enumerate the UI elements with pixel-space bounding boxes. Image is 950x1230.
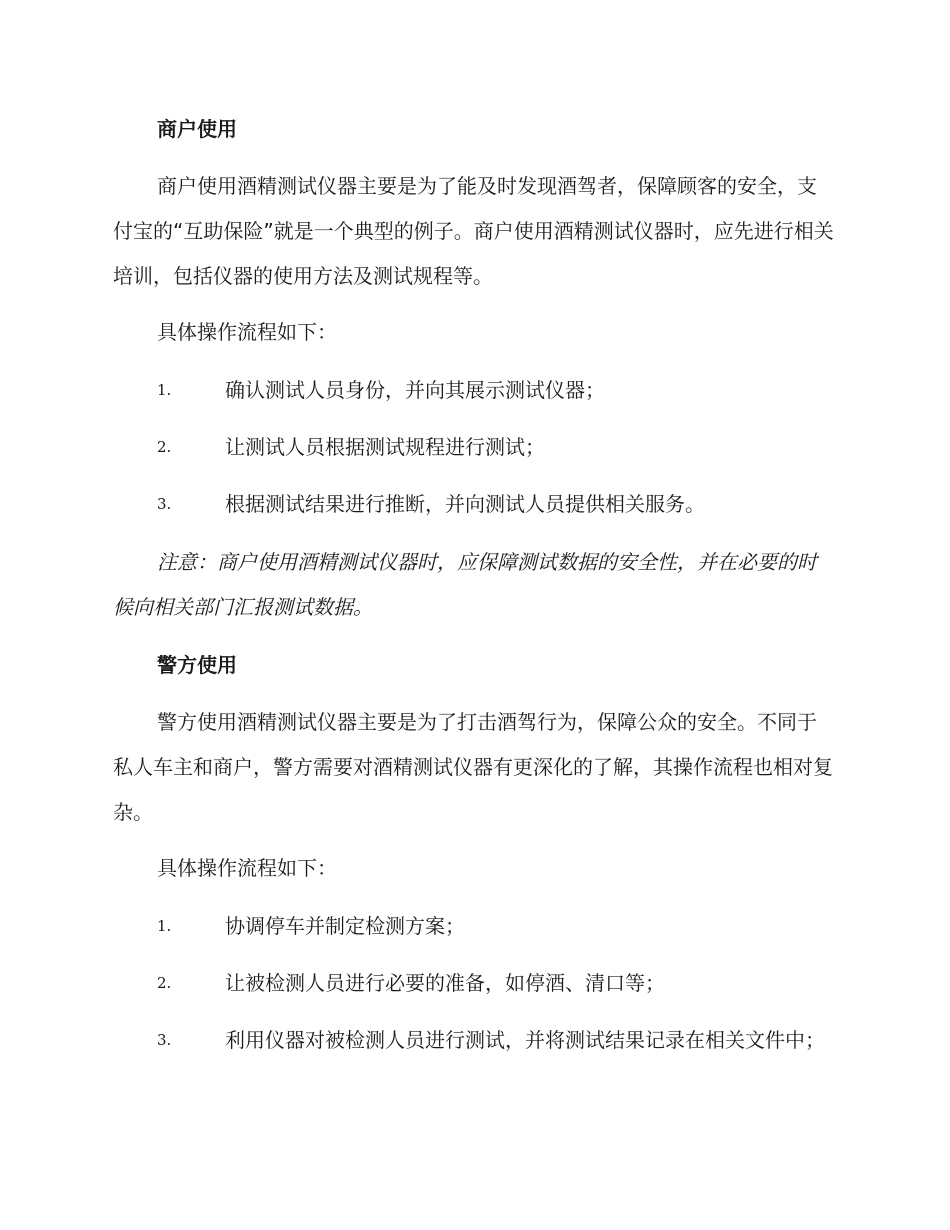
list-number: 2. — [157, 438, 172, 456]
list-text: 利用仪器对被检测人员进行测试，并将测试结果记录在相关文件中； — [225, 1028, 825, 1052]
list-item — [113, 1018, 835, 1063]
flow-intro-merchant: 具体操作流程如下： — [157, 320, 337, 344]
list-text: 根据测试结果进行推断，并向测试人员提供相关服务。 — [225, 492, 705, 516]
list-item — [113, 368, 835, 413]
list-text: 协调停车并制定检测方案； — [225, 914, 465, 938]
list-item — [113, 904, 835, 949]
list-number: 2. — [157, 974, 172, 992]
list-item — [113, 961, 835, 1006]
list-item — [113, 425, 835, 470]
paragraph-merchant: 商户使用酒精测试仪器主要是为了能及时发现酒驾者，保障顾客的安全，支付宝的“互助保险”就是一个典型的例子。商户使用酒精测试仪器时，应先进行相关培训，包括仪器的使用方法及测试规程等。 — [113, 174, 834, 288]
list-number: 1. — [157, 381, 172, 399]
list-text: 让被检测人员进行必要的准备，如停酒、清口等； — [225, 971, 665, 995]
list-text: 确认测试人员身份，并向其展示测试仪器； — [225, 378, 605, 402]
list-text: 让测试人员根据测试规程进行测试； — [225, 435, 545, 459]
paragraph-police: 警方使用酒精测试仪器主要是为了打击酒驾行为，保障公众的安全。不同于私人车主和商户，警方需要对酒精测试仪器有更深化的了解，其操作流程也相对复杂。 — [113, 710, 833, 824]
list-number: 1. — [157, 917, 172, 935]
note-merchant: 注意：商户使用酒精测试仪器时，应保障测试数据的安全性，并在必要的时候向相关部门汇报测试数据。 — [113, 550, 817, 619]
list-item — [113, 482, 835, 527]
section-heading-merchant: 商户使用 — [157, 117, 237, 141]
section-heading-police: 警方使用 — [157, 653, 237, 677]
flow-intro-police: 具体操作流程如下： — [157, 856, 337, 880]
list-number: 3. — [157, 1031, 172, 1049]
list-number: 3. — [157, 495, 172, 513]
